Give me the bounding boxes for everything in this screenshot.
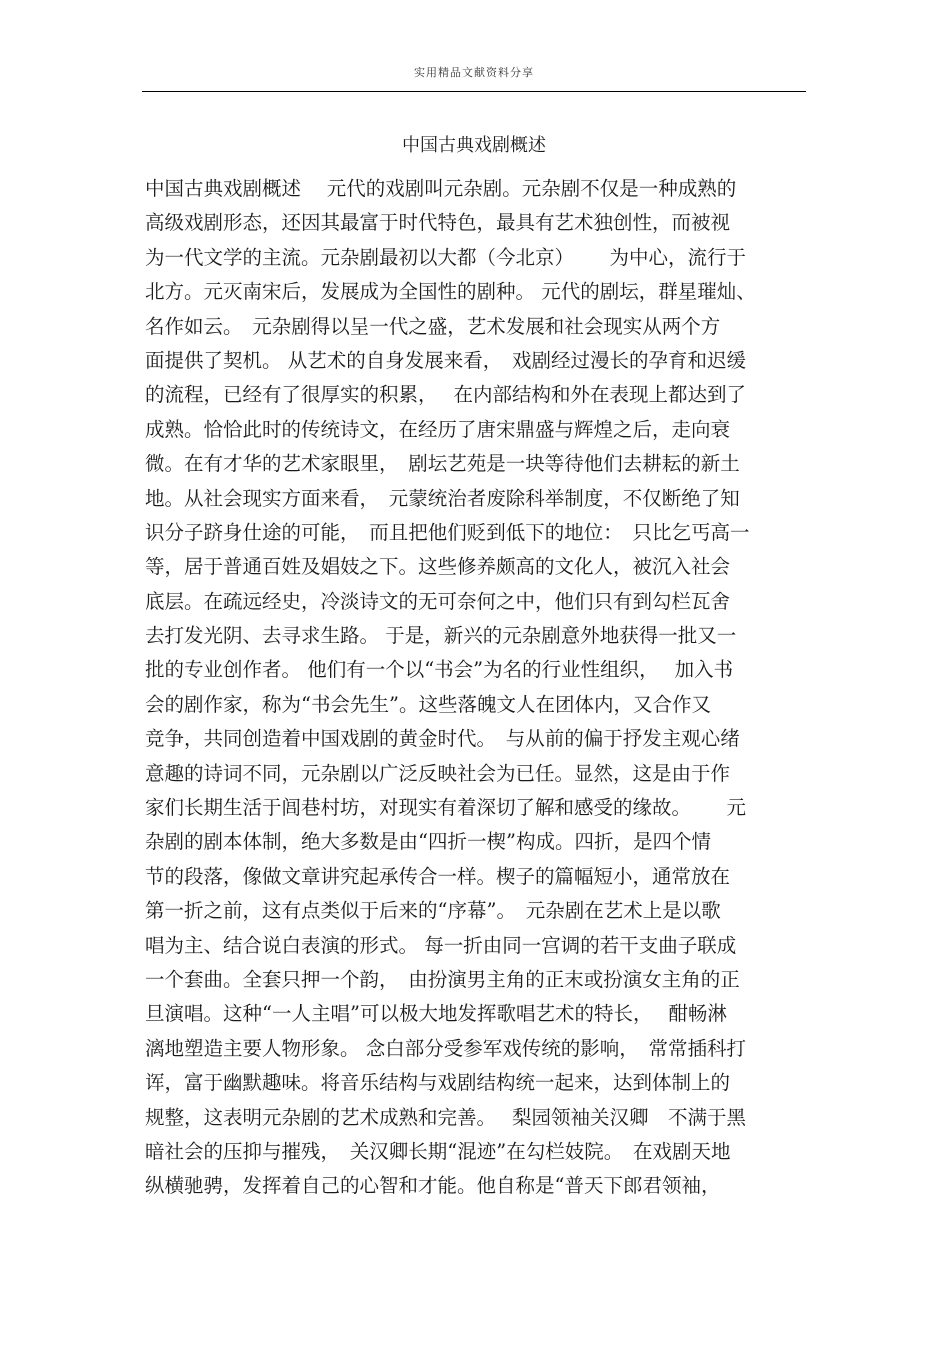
header-divider — [142, 91, 806, 92]
body-line: 一个套曲。全套只押一个韵， 由扮演男主角的正末或扮演女主角的正 — [145, 967, 740, 991]
body-line: 唱为主、结合说白表演的形式。 每一折由同一宫调的若干支曲子联成 — [145, 933, 737, 957]
body-line: 杂剧的剧本体制，绝大多数是由“四折一楔”构成。四折，是四个情 — [145, 830, 711, 854]
body-line: 诨，富于幽默趣味。将音乐结构与戏剧结构统一起来，达到体制上的 — [145, 1071, 731, 1095]
document-title: 中国古典戏剧概述 — [402, 135, 546, 156]
body-line: 面提供了契机。 从艺术的自身发展来看， 戏剧经过漫长的孕育和迟缓 — [145, 348, 746, 372]
body-line: 会的剧作家，称为“书会先生”。这些落魄文人在团体内，又合作又 — [145, 692, 711, 716]
body-line: 地。从社会现实方面来看， 元蒙统治者废除科举制度，不仅断绝了知 — [145, 486, 740, 510]
body-line: 的流程，已经有了很厚实的积累， 在内部结构和外在表现上都达到了 — [145, 383, 746, 407]
body-line: 漓地塑造主要人物形象。 念白部分受参军戏传统的影响， 常常插科打 — [145, 1036, 746, 1060]
body-line: 家们长期生活于闾巷村坊，对现实有着深切了解和感受的缘故。 元 — [145, 796, 746, 820]
body-line: 等，居于普通百姓及娼妓之下。这些修养颇高的文化人，被沉入社会 — [145, 555, 731, 579]
body-line: 节的段落，像做文章讲究起承传合一样。楔子的篇幅短小，通常放在 — [145, 864, 731, 888]
body-line: 暗社会的压抑与摧残， 关汉卿长期“混迹”在勾栏妓院。 在戏剧天地 — [145, 1139, 731, 1163]
body-line: 纵横驰骋，发挥着自己的心智和才能。他自称是“普天下郎君领袖， — [145, 1174, 721, 1198]
body-line: 中国古典戏剧概述 元代的戏剧叫元杂剧。元杂剧不仅是一种成熟的 — [145, 177, 737, 200]
body-line: 竞争，共同创造着中国戏剧的黄金时代。 与从前的偏于抒发主观心绪 — [145, 727, 740, 751]
body-line: 成熟。恰恰此时的传统诗文，在经历了唐宋鼎盛与辉煌之后，走向衰 — [145, 417, 731, 441]
body-line: 识分子跻身仕途的可能， 而且把他们贬到低下的地位： 只比乞丐高一 — [145, 520, 750, 544]
body-line: 高级戏剧形态，还因其最富于时代特色，最具有艺术独创性，而被视 — [145, 211, 731, 235]
body-line: 底层。在疏远经史，冷淡诗文的无可奈何之中，他们只有到勾栏瓦舍 — [145, 589, 731, 613]
body-line: 北方。元灭南宋后，发展成为全国性的剧种。 元代的剧坛，群星璀灿、 — [145, 280, 756, 304]
body-line: 意趣的诗词不同，元杂剧以广泛反映社会为已任。显然，这是由于作 — [145, 761, 731, 785]
body-line: 旦演唱。这种“一人主唱”可以极大地发挥歌唱艺术的特长， 酣畅淋 — [145, 1002, 727, 1026]
body-line: 规整，这表明元杂剧的艺术成熟和完善。 梨园领袖关汉卿 不满于黑 — [145, 1105, 746, 1129]
body-line: 去打发光阴、去寻求生路。 于是，新兴的元杂剧意外地获得一批又一 — [145, 624, 737, 648]
document-body — [145, 172, 807, 1204]
body-line: 为一代文学的主流。元杂剧最初以大都（今北京） 为中心，流行于 — [145, 245, 746, 269]
body-line: 微。在有才华的艺术家眼里， 剧坛艺苑是一块等待他们去耕耘的新土 — [145, 452, 740, 476]
body-line: 名作如云。 元杂剧得以呈一代之盛，艺术发展和社会现实从两个方 — [145, 314, 721, 338]
body-line: 第一折之前，这有点类似于后来的“序幕”。 元杂剧在艺术上是以歌 — [145, 899, 721, 923]
page-header: 实用精品文献资料分享 — [414, 66, 534, 79]
body-line: 批的专业创作者。 他们有一个以“书会”为名的行业性组织， 加入书 — [145, 658, 734, 682]
